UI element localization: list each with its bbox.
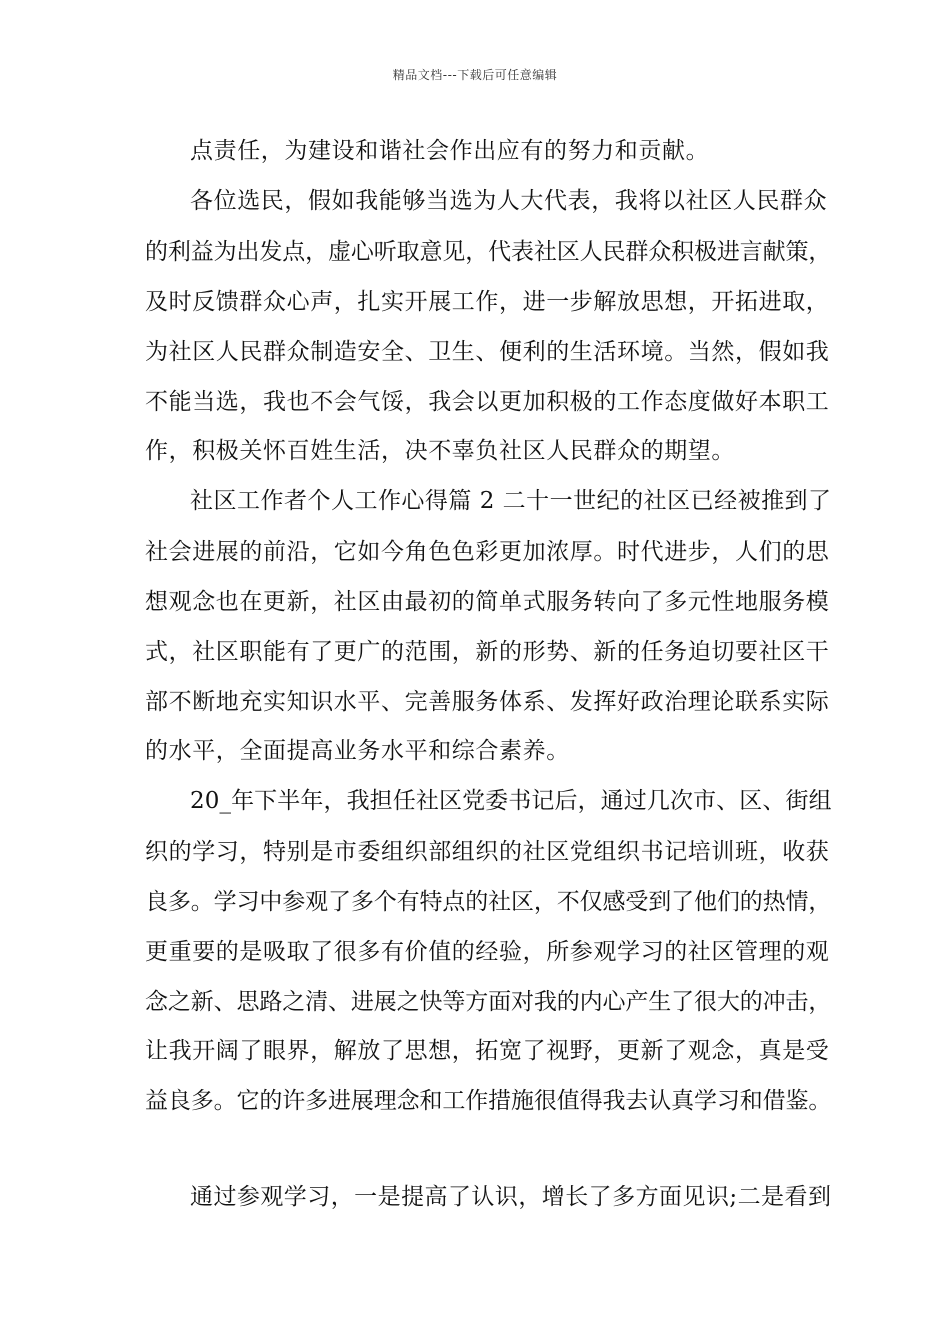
text-line: 各位选民，假如我能够当选为人大代表，我将以社区人民群众 bbox=[190, 188, 828, 214]
text-line: 更重要的是吸取了很多有价值的经验，所参观学习的社区管理的观 bbox=[145, 939, 830, 965]
text-line: 点责任，为建设和谐社会作出应有的努力和贡献。 bbox=[190, 138, 710, 164]
text-line: 益良多。它的许多进展理念和工作措施很值得我去认真学习和借鉴。 bbox=[145, 1088, 832, 1114]
text-line: 式，社区职能有了更广的范围，新的形势、新的任务迫切要社区干 bbox=[145, 639, 830, 665]
text-line: 作，积极关怀百姓生活，决不辜负社区人民群众的期望。 bbox=[145, 438, 735, 464]
text-line: 及时反馈群众心声，扎实开展工作，进一步解放思想，开拓进取， bbox=[145, 289, 830, 315]
page-header: 精品文档---下载后可任意编辑 bbox=[392, 68, 558, 82]
text-line: 20_年下半年，我担任社区党委书记后，通过几次市、区、街组 bbox=[190, 788, 832, 814]
text-line: 部不断地充实知识水平、完善服务体系、发挥好政治理论联系实际 bbox=[145, 689, 830, 715]
text-line: 织的学习，特别是市委组织部组织的社区党组织书记培训班，收获 bbox=[145, 839, 830, 865]
text-line: 让我开阔了眼界，解放了思想，拓宽了视野，更新了观念，真是受 bbox=[145, 1038, 830, 1064]
text-line: 社区工作者个人工作心得篇 2 二十一世纪的社区已经被推到了 bbox=[190, 488, 832, 514]
text-line: 的利益为出发点，虚心听取意见，代表社区人民群众积极进言献策， bbox=[145, 239, 832, 265]
text-line: 不能当选，我也不会气馁，我会以更加积极的工作态度做好本职工 bbox=[145, 389, 830, 415]
text-line: 的水平，全面提高业务水平和综合素养。 bbox=[145, 738, 570, 764]
text-line: 良多。学习中参观了多个有特点的社区，不仅感受到了他们的热情， bbox=[145, 889, 832, 915]
text-line: 通过参观学习，一是提高了认识，增长了多方面见识;二是看到 bbox=[190, 1184, 832, 1210]
text-line: 社会进展的前沿，它如今角色色彩更加浓厚。时代进步，人们的思 bbox=[145, 539, 830, 565]
text-line: 想观念也在更新，社区由最初的简单式服务转向了多元性地服务模 bbox=[145, 589, 830, 615]
text-line: 念之新、思路之清、进展之快等方面对我的内心产生了很大的冲击， bbox=[145, 989, 832, 1015]
text-line: 为社区人民群众制造安全、卫生、便利的生活环境。当然，假如我 bbox=[145, 339, 830, 365]
